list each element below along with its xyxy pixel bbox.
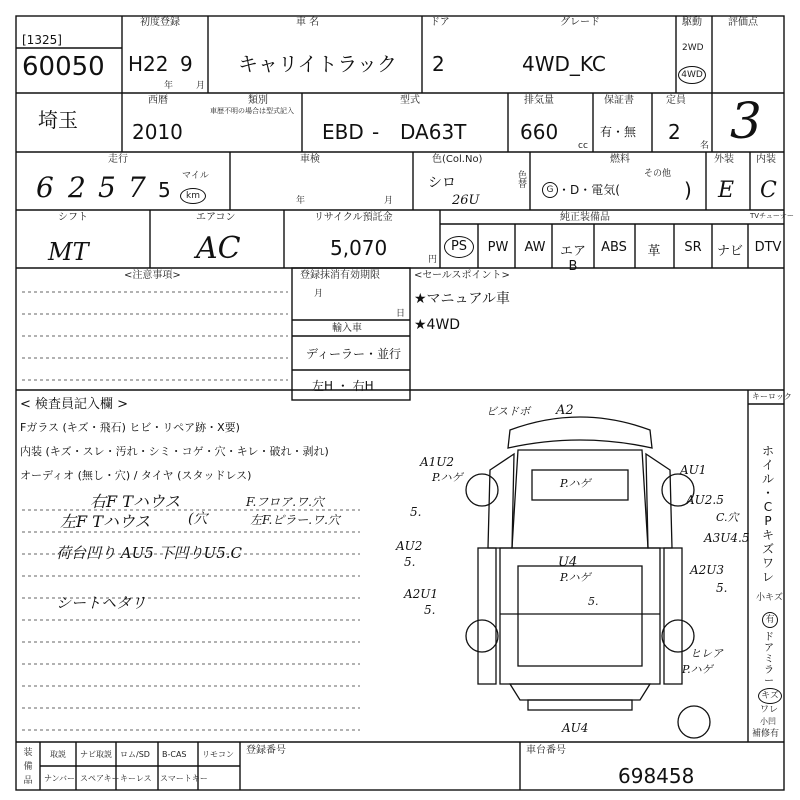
dent-label: 小凹 [760, 717, 776, 726]
equip-bcas: B-CAS [162, 750, 187, 759]
mileage-digit-5: 5 [158, 178, 171, 202]
hand-note-3: (穴 [188, 511, 208, 527]
diag-label-4: P.ハゲ [432, 471, 463, 484]
sales-points-header: <セールスポイント> [414, 270, 510, 281]
displacement-value: 660 [520, 120, 559, 144]
mileage-header: 走行 [108, 154, 128, 165]
people-unit: 名 [700, 141, 710, 151]
equip-smart-key: スマートキー [160, 774, 208, 783]
right-column-wheel: ホ イ ル ・ C P キ ズ ワ レ [761, 444, 774, 584]
chassis-header: 車台番号 [526, 745, 566, 756]
yen-unit: 円 [428, 255, 438, 265]
score-header: 評価点 [728, 17, 758, 28]
score-value: 3 [730, 92, 762, 150]
inspection-month-unit: 月 [384, 196, 394, 206]
notes-header: <注意事項> [124, 270, 181, 281]
interior-line: 内装 (キズ・スレ・汚れ・シミ・コゲ・穴・キレ・破れ・剥れ) [20, 445, 329, 458]
option-abs: ABS [601, 240, 627, 255]
region: 埼玉 [38, 108, 78, 132]
first-reg-era: H22 [128, 52, 169, 76]
mirror-crack: ワレ [760, 705, 779, 715]
doors-header: ドア [430, 17, 450, 28]
interior-header: 内装 [756, 154, 776, 165]
diag-label-22: AU4 [562, 721, 589, 735]
mileage-digit-3: 5 [98, 171, 116, 204]
equip-spare-key: スペアキー [80, 774, 120, 783]
hand-note-6: 荷台凹り AU5 下凹りU5.C [56, 544, 242, 562]
color-value: シロ [428, 175, 456, 191]
equip-remote: リモコン [202, 750, 234, 759]
recycle-header: リサイクル預託金 [314, 212, 393, 223]
diag-label-20: ヒレア [690, 647, 723, 660]
option-navi: ナビ [716, 244, 743, 259]
chassis-number: 698458 [618, 764, 695, 788]
type-header: 類別 [248, 95, 268, 106]
warranty-value: 有・無 [600, 125, 637, 139]
mirror-label: ドアミラー [764, 632, 774, 687]
hand-note-2: 左F Tハウス [60, 512, 151, 531]
first-reg-month: 9 [180, 52, 193, 76]
diag-label-21: P.ハゲ [682, 663, 713, 676]
audio-tire-line: オーディオ (無し・穴) / タイヤ (スタッドレス) [20, 469, 252, 482]
model-dash: - [372, 120, 380, 144]
color-header: 色(Col.No) [432, 154, 483, 165]
shift-header: シフト [58, 212, 88, 223]
genuine-equipment-header: 純正装備品 [560, 212, 610, 223]
import-drive: 左H ・ 右H [312, 379, 374, 393]
option-airbag: エアB [559, 244, 586, 274]
fuel-options: ・D・電気( [558, 183, 620, 197]
month-unit: 月 [196, 81, 206, 91]
mileage-km: km [180, 188, 206, 204]
exterior-header: 外装 [714, 154, 734, 165]
import-dealer: ディーラー・並行 [306, 347, 402, 361]
cc-unit: cc [578, 141, 588, 151]
equip-keyless: キーレス [120, 774, 152, 783]
color-code: 26U [452, 193, 480, 208]
diag-label-5: P.ハゲ [560, 477, 591, 490]
diag-label-16: A2U3 [690, 563, 725, 577]
small-scratch: 小キズ [756, 593, 783, 603]
import-header: 輸入車 [332, 323, 362, 334]
shift-value: MT [48, 238, 89, 266]
mirror-scratch: キズ [758, 688, 782, 704]
diag-label-8: 5. [410, 505, 422, 519]
exterior-grade: E [718, 178, 735, 203]
grade-header: グレード [560, 17, 600, 28]
fuel-other: その他 [644, 169, 672, 179]
f-glass-line: Fガラス (キズ・飛石) ヒビ・リペア跡・X要) [20, 421, 240, 434]
mileage-digit-4: 7 [128, 171, 146, 204]
small-scratch-yes: 有 [762, 612, 778, 628]
mileage-digit-1: 6 [36, 171, 54, 204]
drive-header: 駆動 [682, 17, 702, 28]
diag-label-15: 5. [588, 595, 599, 608]
type-note: 車歴不明の場合は型式記入 [210, 107, 294, 115]
diag-label-1: ビスドボ [486, 405, 530, 418]
sales-point-1: ★マニュアル車 [414, 291, 510, 307]
tuner-header: TVチューナー [750, 212, 794, 220]
option-aw: AW [524, 240, 546, 255]
inspector-header: < 検査員記入欄 > [20, 397, 129, 412]
equip-manual: 取説 [50, 750, 66, 759]
recycle-value: 5,070 [330, 236, 388, 260]
first-reg-header: 初度登録 [140, 17, 180, 28]
capacity-header: 定員 [666, 95, 686, 106]
hand-note-4: F.フロア.ワ.穴 [246, 495, 324, 509]
warranty-header: 保証書 [604, 95, 634, 106]
diag-label-6: AU1 [680, 463, 707, 477]
repair-label: 補修有 [752, 729, 780, 739]
diag-label-18: A2U1 [404, 587, 439, 601]
equipment-side-label: 装 備 品 [23, 748, 33, 786]
option-dtv: DTV [754, 240, 782, 255]
inspection-year-unit: 年 [296, 196, 306, 206]
option-sunroof: SR [684, 240, 702, 255]
hand-note-1: 右F Tハウス [90, 492, 181, 511]
year-value: 2010 [132, 120, 183, 144]
era-year-unit: 年 [164, 81, 174, 91]
equip-rom-sd: ロム/SD [120, 750, 150, 759]
equip-navi-manual: ナビ取説 [80, 750, 112, 759]
model-prefix: EBD [322, 120, 364, 144]
diag-label-7: AU2.5 [686, 493, 724, 507]
diag-label-12: 5. [404, 555, 416, 569]
doors-value: 2 [432, 52, 445, 76]
diag-label-11: AU2 [396, 539, 423, 553]
diag-label-14: P.ハゲ [560, 571, 591, 584]
diag-label-9: C.穴 [716, 511, 739, 524]
equip-plate: ナンバー [44, 774, 76, 783]
model-code-header: 型式 [400, 95, 420, 106]
fuel-header: 燃料 [610, 154, 630, 165]
car-name: キャリイトラック [238, 52, 397, 76]
displacement-header: 排気量 [524, 95, 554, 106]
reg-expiry-header: 登録抹消有効期限 [300, 270, 380, 281]
lot-bracket: [1325] [22, 33, 62, 47]
option-ps: PS [444, 236, 474, 258]
diag-label-13: U4 [558, 555, 578, 570]
reg-no-header: 登録番号 [246, 745, 286, 756]
hand-note-5: 左F.ピラー.ワ.穴 [250, 513, 340, 527]
drive-2wd: 2WD [682, 43, 704, 53]
reg-expiry-day: 日 [396, 309, 406, 319]
fuel-close: ) [684, 178, 692, 202]
aircon-header: エアコン [196, 212, 236, 223]
lot-number: 60050 [22, 52, 105, 82]
aircon-value: AC [196, 231, 241, 266]
model-code: DA63T [400, 120, 467, 144]
reg-expiry-month: 月 [314, 289, 324, 299]
car-name-header: 車 名 [296, 17, 320, 28]
option-pw: PW [487, 240, 509, 255]
option-leather: 革 [647, 244, 661, 259]
inspection-header: 車検 [300, 154, 320, 165]
mileage-digit-2: 2 [68, 171, 86, 204]
diag-label-10: A3U4.5 [704, 531, 750, 545]
year-header: 西暦 [148, 95, 168, 106]
hand-note-7: シートヘタリ [56, 594, 147, 612]
sales-point-2: ★4WD [414, 317, 461, 333]
diag-label-3: A1U2 [420, 455, 455, 469]
mileage-mile: マイル [182, 171, 209, 181]
color-change: 色替 [518, 171, 528, 190]
drive-4wd: 4WD [678, 66, 706, 84]
diag-label-2: A2 [556, 403, 574, 418]
diag-label-17: 5. [716, 581, 728, 595]
diag-label-19: 5. [424, 603, 436, 617]
fuel-g: G [542, 182, 558, 198]
interior-grade: C [760, 178, 777, 203]
capacity-value: 2 [668, 120, 681, 144]
grade-value: 4WD_KC [522, 52, 606, 76]
keyless-header: キーロック [752, 392, 792, 401]
